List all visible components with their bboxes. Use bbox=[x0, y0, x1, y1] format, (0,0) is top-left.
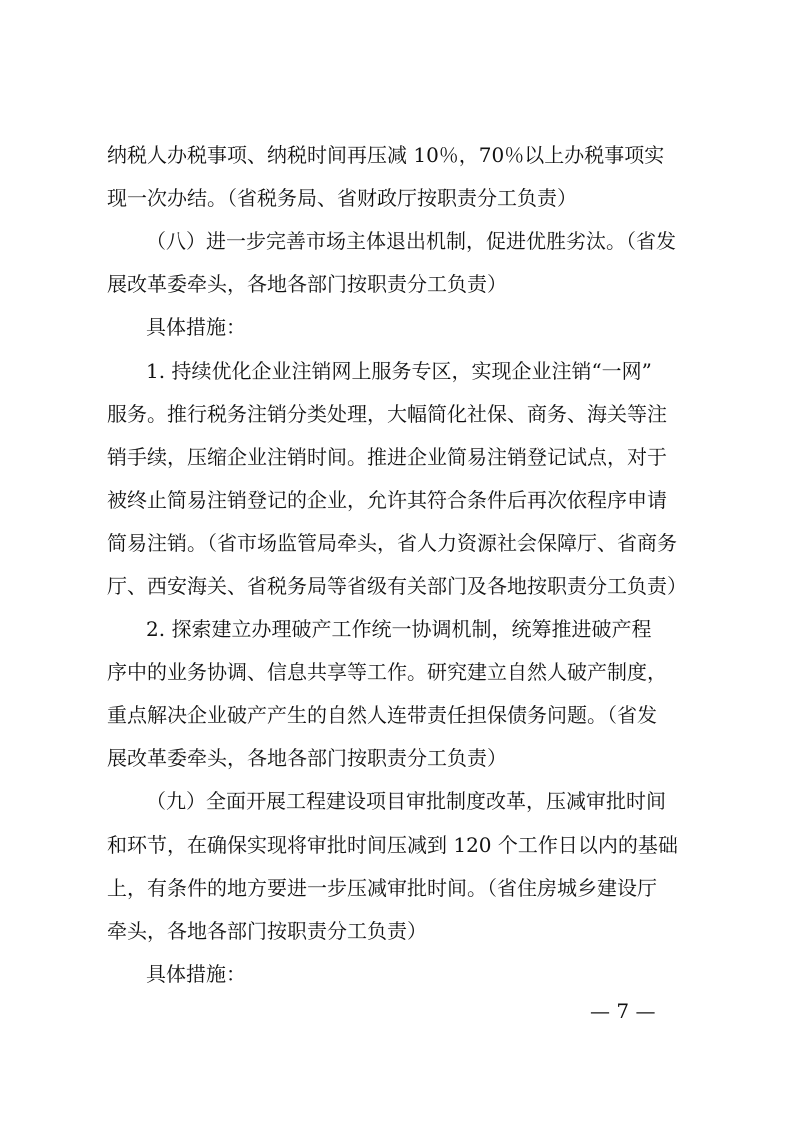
section-heading-line: 牵头，各地各部门按职责分工负责） bbox=[107, 919, 427, 943]
paragraph-line: 重点解决企业破产产生的自然人连带责任担保债务问题。（省发 bbox=[107, 703, 657, 727]
paragraph-line: 序中的业务协调、信息共享等工作。研究建立自然人破产制度， bbox=[107, 660, 667, 684]
paragraph-line: 纳税人办税事项、纳税时间再压减 10％，70％以上办税事项实 bbox=[107, 143, 665, 167]
paragraph-line: 厅、西安海关、省税务局等省级有关部门及各地按职责分工负责） bbox=[107, 574, 687, 598]
paragraph-line: 现一次办结。（省税务局、省财政厅按职责分工负责） bbox=[107, 186, 577, 210]
section-heading-line: 上，有条件的地方要进一步压减审批时间。（省住房城乡建设厅 bbox=[107, 876, 657, 900]
paragraph-line: 销手续，压缩企业注销时间。推进企业简易注销登记试点，对于 bbox=[107, 445, 667, 469]
section-heading-line: （八）进一步完善市场主体退出机制，促进优胜劣汰。（省发 bbox=[146, 229, 676, 253]
measure-item-line: 2. 探索建立办理破产工作统一协调机制，统筹推进破产程 bbox=[146, 617, 652, 641]
section-heading-line: 和环节，在确保实现将审批时间压减到 120 个工作日以内的基础 bbox=[107, 833, 678, 857]
measure-item-line: 1. 持续优化企业注销网上服务专区，实现企业注销“一网” bbox=[146, 359, 652, 383]
section-heading-line: （九）全面开展工程建设项目审批制度改革，压减审批时间 bbox=[146, 789, 666, 813]
measures-heading: 具体措施： bbox=[146, 962, 246, 986]
page-number: — 7 — bbox=[590, 999, 656, 1023]
paragraph-line: 展改革委牵头，各地各部门按职责分工负责） bbox=[107, 746, 507, 770]
paragraph-line: 简易注销。（省市场监管局牵头，省人力资源社会保障厅、省商务 bbox=[107, 531, 677, 555]
section-heading-line: 展改革委牵头，各地各部门按职责分工负责） bbox=[107, 272, 507, 296]
paragraph-line: 被终止简易注销登记的企业，允许其符合条件后再次依程序申请 bbox=[107, 488, 667, 512]
paragraph-line: 服务。推行税务注销分类处理，大幅简化社保、商务、海关等注 bbox=[107, 402, 667, 426]
measures-heading: 具体措施： bbox=[146, 315, 246, 339]
